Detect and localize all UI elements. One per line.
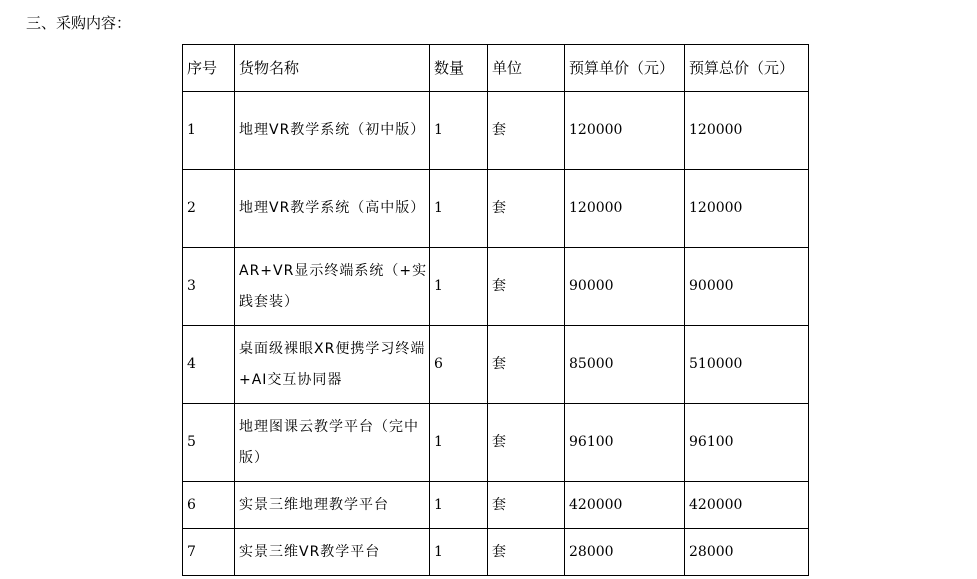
cell-no: 3 <box>183 248 235 326</box>
cell-unit-price: 28000 <box>565 529 685 576</box>
cell-quantity: 6 <box>430 326 488 404</box>
table-row <box>183 482 809 529</box>
cell-total-price: 510000 <box>685 326 809 404</box>
header-quantity: 数量 <box>430 45 488 92</box>
cell-goods-name: 地理图课云教学平台（完中版） <box>235 404 430 482</box>
table-row <box>183 326 809 404</box>
cell-unit: 套 <box>488 248 565 326</box>
cell-unit: 套 <box>488 92 565 170</box>
header-no: 序号 <box>183 45 235 92</box>
cell-unit: 套 <box>488 326 565 404</box>
cell-total-price: 96100 <box>685 404 809 482</box>
cell-unit-price: 90000 <box>565 248 685 326</box>
cell-quantity: 1 <box>430 404 488 482</box>
cell-unit-price: 85000 <box>565 326 685 404</box>
cell-unit-price: 120000 <box>565 170 685 248</box>
table-row <box>183 170 809 248</box>
table-row <box>183 404 809 482</box>
table-header-row <box>183 45 809 92</box>
cell-unit: 套 <box>488 170 565 248</box>
cell-no: 5 <box>183 404 235 482</box>
cell-unit: 套 <box>488 482 565 529</box>
header-unit-price: 预算单价（元） <box>565 45 685 92</box>
cell-total-price: 420000 <box>685 482 809 529</box>
cell-unit: 套 <box>488 529 565 576</box>
cell-quantity: 1 <box>430 482 488 529</box>
procurement-table <box>182 44 809 576</box>
section-heading: 三、采购内容： <box>26 14 132 32</box>
cell-total-price: 90000 <box>685 248 809 326</box>
cell-total-price: 120000 <box>685 92 809 170</box>
cell-no: 1 <box>183 92 235 170</box>
table-row <box>183 92 809 170</box>
cell-quantity: 1 <box>430 248 488 326</box>
header-unit: 单位 <box>488 45 565 92</box>
table-row <box>183 248 809 326</box>
cell-no: 2 <box>183 170 235 248</box>
header-total-price: 预算总价（元） <box>685 45 809 92</box>
cell-quantity: 1 <box>430 529 488 576</box>
cell-goods-name: AR+VR显示终端系统（+实践套装） <box>235 248 430 326</box>
cell-total-price: 28000 <box>685 529 809 576</box>
table-row <box>183 529 809 576</box>
cell-goods-name: 地理VR教学系统（初中版） <box>235 92 430 170</box>
cell-no: 4 <box>183 326 235 404</box>
cell-no: 7 <box>183 529 235 576</box>
cell-quantity: 1 <box>430 170 488 248</box>
cell-unit: 套 <box>488 404 565 482</box>
cell-goods-name: 桌面级裸眼XR便携学习终端+AI交互协同器 <box>235 326 430 404</box>
cell-unit-price: 120000 <box>565 92 685 170</box>
cell-quantity: 1 <box>430 92 488 170</box>
header-goods-name: 货物名称 <box>235 45 430 92</box>
cell-no: 6 <box>183 482 235 529</box>
cell-unit-price: 420000 <box>565 482 685 529</box>
cell-goods-name: 实景三维VR教学平台 <box>235 529 430 576</box>
cell-unit-price: 96100 <box>565 404 685 482</box>
cell-goods-name: 地理VR教学系统（高中版） <box>235 170 430 248</box>
cell-goods-name: 实景三维地理教学平台 <box>235 482 430 529</box>
cell-total-price: 120000 <box>685 170 809 248</box>
